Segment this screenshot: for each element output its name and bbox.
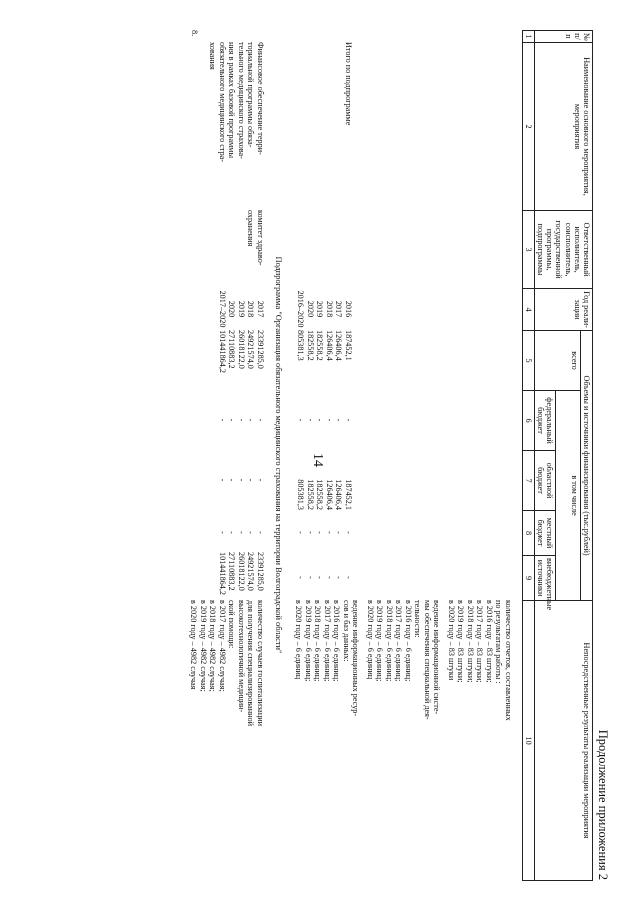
col-index: 5 — [522, 331, 534, 391]
text-line: в 2020 году – 83 штуки — [447, 600, 456, 681]
text-line: 101441864,2 — [218, 330, 227, 373]
text-line: 2017–2020 — [218, 290, 227, 328]
text-line: 101441864,2 — [218, 552, 227, 595]
text-line: количество случаев госпитализации — [256, 600, 265, 726]
text-line: - — [218, 418, 227, 422]
text-line: 24921574,0 — [246, 330, 256, 369]
text-line: - — [344, 576, 353, 579]
page-number: 14 — [310, 453, 325, 467]
text-line: - — [237, 531, 246, 534]
text-line: - — [246, 418, 256, 422]
col-total-header: всего — [534, 331, 580, 391]
col-year-header: Год реали-зации — [534, 289, 592, 331]
text-line: 2017 — [256, 300, 265, 318]
header-table — [522, 30, 593, 881]
text-line: - — [227, 418, 237, 422]
text-line: 23391285,0 — [256, 552, 265, 591]
text-line: - — [237, 418, 246, 422]
text-line: - — [227, 478, 237, 482]
text-line: 2019 — [315, 300, 325, 318]
subtotal-federal — [296, 390, 353, 450]
text-line: - — [296, 576, 306, 579]
text-line: в 2019 году – 4982 случая; — [199, 600, 208, 692]
text-line: 126406,4 — [325, 330, 334, 361]
result-block — [294, 600, 361, 865]
text-line: - — [344, 418, 353, 422]
col-local-header: местный бюджет — [534, 511, 555, 556]
row-local — [218, 510, 266, 555]
rotated-page — [50, 30, 610, 880]
text-line: - — [344, 531, 353, 534]
text-line: комитет здраво- — [256, 210, 265, 266]
text-line: ториальной программы обяза- — [246, 42, 256, 148]
text-line: в 2020 году – 6 единиц — [366, 600, 375, 680]
subtotal-years — [296, 288, 353, 330]
text-line: сов и баз данных: — [342, 600, 351, 662]
text-line: 126406,4 — [334, 330, 344, 361]
col-index: 3 — [522, 211, 534, 289]
text-line: 2018 — [325, 300, 334, 318]
col-responsible-header: Ответственный исполнитель, соисполнитель, государственной программы, подпрограммы — [534, 211, 592, 289]
col-results-header: Непосредственные результаты реализации мероприятия — [534, 601, 592, 881]
text-line: в 2017 году – 83 штуки; — [475, 600, 485, 683]
col-financing-header: Объемы и источники финансирования (тыс.рублей) — [580, 331, 592, 601]
text-line: - — [227, 531, 237, 534]
text-line: по результатам работы : — [494, 600, 504, 684]
col-index: 7 — [522, 451, 534, 511]
row-total — [218, 330, 266, 390]
col-federal-header: федеральный бюджет — [534, 391, 555, 451]
subtotal-local — [296, 510, 353, 555]
text-line: - — [334, 531, 344, 534]
text-line: 805381,3 — [296, 479, 306, 510]
text-line: - — [296, 531, 306, 534]
text-line: 2019 — [237, 300, 246, 318]
text-line: 27110883,2 — [227, 330, 237, 369]
col-name-header: Наименование основного мероприятия, мероприятия — [534, 43, 592, 211]
text-line: в 2020 году – 6 единиц — [294, 600, 304, 680]
row-regional — [218, 450, 266, 510]
subtotal-extrabudget — [296, 555, 353, 600]
row-result — [189, 600, 265, 865]
text-line: 26018122,0 — [237, 330, 246, 369]
text-line: в 2016 году – 6 единиц; — [332, 600, 342, 682]
text-line: - — [256, 531, 265, 534]
row-years — [218, 288, 266, 330]
text-line: 182558,2 — [315, 479, 325, 510]
col-index: 2 — [522, 43, 534, 211]
text-line: - — [334, 418, 344, 422]
table-body — [53, 30, 513, 880]
text-line: - — [218, 531, 227, 534]
text-line: 182558,2 — [306, 330, 315, 361]
text-line: высокотехнологичной медицин- — [237, 600, 246, 713]
text-line: - — [237, 478, 246, 482]
text-line: - — [315, 576, 325, 579]
row-number: 8. — [190, 30, 199, 37]
text-line: в 2017 году – 6 единиц; — [394, 600, 404, 682]
text-line: в 2019 году – 6 единиц; — [304, 600, 313, 682]
text-line: 805381,3 — [296, 330, 306, 361]
text-line: - — [306, 576, 315, 579]
text-line: в 2017 году – 4982 случая; — [218, 600, 227, 692]
text-line: - — [325, 418, 334, 422]
text-line: в 2016 году – 6 единиц; — [404, 600, 413, 682]
text-line: - — [296, 418, 306, 422]
text-line: в 2016 году – 83 штуки; — [485, 600, 494, 683]
text-line: - — [334, 576, 344, 579]
text-line: в 2019 году – 83 штуки; — [456, 600, 466, 683]
subtotal-total — [296, 330, 353, 390]
text-line: 182558,2 — [315, 330, 325, 361]
text-line: - — [306, 531, 315, 534]
continuation-label: Продолжение приложения 2 — [596, 729, 610, 880]
subtotal-label: Итого по подпрограмме — [344, 42, 353, 126]
text-line: обязательного медицинского стра- — [218, 42, 227, 163]
text-line: 187452,1 — [344, 479, 353, 510]
text-line: ния в рамках базовой программы — [227, 42, 237, 158]
text-line: - — [246, 531, 256, 534]
text-line: - — [315, 531, 325, 534]
text-line: в 2018 году – 83 штуки; — [466, 600, 475, 683]
col-index: 10 — [522, 601, 534, 881]
text-line: - — [325, 531, 334, 534]
col-index: 1 — [522, 31, 534, 43]
text-line: 126406,4 — [325, 479, 334, 510]
result-block — [366, 600, 442, 865]
text-line: 2016 — [344, 300, 353, 318]
text-line: 2020 — [306, 300, 315, 318]
text-line: 2018 — [246, 300, 256, 318]
result-block — [447, 600, 514, 865]
text-line: 2017 — [334, 300, 344, 318]
text-line: хования — [208, 42, 218, 70]
subtotal-regional — [296, 450, 353, 510]
text-line: 23391285,0 — [256, 330, 265, 369]
text-line: тельного медицинского страхова- — [237, 42, 246, 159]
text-line: - — [306, 418, 315, 422]
col-index: 6 — [522, 391, 534, 451]
text-line: 27110883,2 — [227, 552, 237, 591]
col-extrabudget-header: внебюджетные источники — [534, 556, 555, 601]
text-line: 187452,1 — [344, 330, 353, 361]
text-line: - — [315, 418, 325, 422]
col-including-header: в том числе — [556, 391, 581, 601]
text-line: для получения специализированной — [246, 600, 256, 726]
text-line: - — [256, 478, 265, 482]
text-line: 126406,4 — [334, 479, 344, 510]
row-name — [208, 42, 265, 210]
text-line: ведение информационной систе- — [432, 600, 442, 715]
row-federal — [218, 390, 266, 450]
text-line: 2016–2020 — [296, 290, 306, 328]
subprogram-title: Подпрограмма "Организация обязательного медицинского страхования на территории Волгоградской области" — [274, 256, 283, 654]
col-index: 8 — [522, 511, 534, 556]
text-line: Финансовое обеспечение терри- — [256, 42, 265, 155]
col-num-header: № п/п — [534, 31, 592, 43]
text-line: в 2018 году – 4982 случая; — [208, 600, 218, 692]
text-line: - — [218, 478, 227, 482]
text-line: охранения — [246, 210, 256, 247]
text-line: - — [325, 576, 334, 579]
text-line: 2020 — [227, 300, 237, 318]
col-regional-header: областной бюджет — [534, 451, 555, 511]
text-line: мы обеспечения специальной дея- — [423, 600, 432, 720]
text-line: в 2017 году – 6 единиц; — [323, 600, 332, 682]
row-extrabudget — [218, 552, 266, 602]
text-line: 182558,2 — [306, 479, 315, 510]
text-line: в 2019 году – 6 единиц; — [375, 600, 385, 682]
row-responsible — [246, 210, 265, 288]
text-line: 24921574,0 — [246, 552, 256, 591]
text-line: - — [246, 478, 256, 482]
text-line: в 2018 году – 6 единиц; — [385, 600, 394, 682]
text-line: тельности: — [413, 600, 423, 638]
col-index: 9 — [522, 556, 534, 601]
text-line: в 2020 году – 4982 случая — [189, 600, 199, 690]
text-line: - — [256, 418, 265, 422]
text-line: ской помощи: — [227, 600, 237, 649]
text-line: 26018122,0 — [237, 552, 246, 591]
text-line: количество отчетов, составленных — [504, 600, 513, 721]
text-line: ведение информационных ресур- — [351, 600, 361, 717]
col-index: 4 — [522, 289, 534, 331]
text-line: в 2018 году – 6 единиц; — [313, 600, 323, 682]
